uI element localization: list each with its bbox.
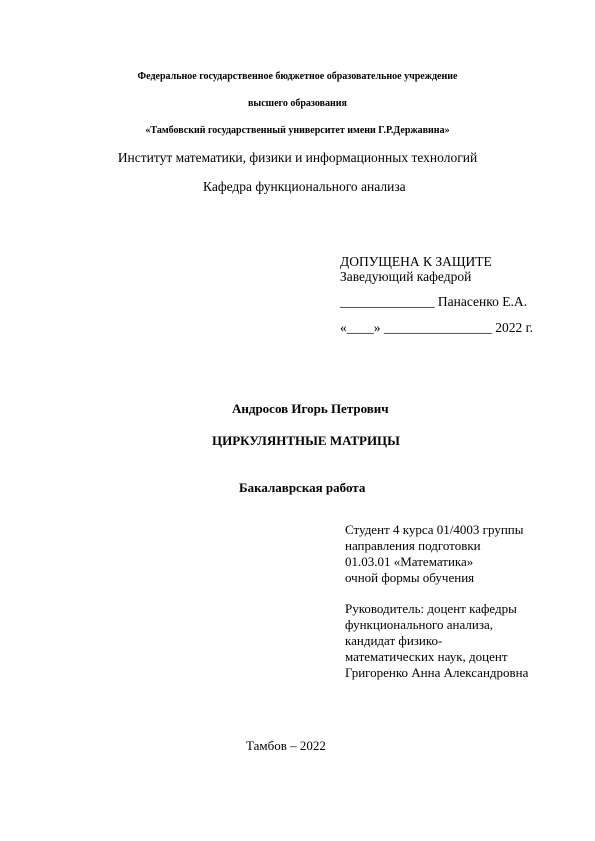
education-level-line: высшего образования	[248, 98, 347, 109]
supervisor-info-block	[345, 601, 528, 681]
student-info-line: 01.03.01 «Математика»	[345, 554, 474, 569]
university-name-line: «Тамбовский государственный университет имени Г.Р.Державина»	[145, 125, 450, 136]
supervisor-info-line: Григоренко Анна Александровна	[345, 665, 529, 680]
supervisor-info-line: Руководитель: доцент кафедры	[345, 601, 517, 616]
student-info-line: направления подготовки	[345, 538, 481, 553]
supervisor-info-line: математических наук, доцент	[345, 649, 508, 664]
approval-role: Заведующий кафедрой	[340, 269, 472, 284]
institute-line: Институт математики, физики и информационных технологий	[117, 150, 478, 165]
supervisor-info-line: функционального анализа,	[345, 617, 493, 632]
student-info-line: очной формы обучения	[345, 570, 475, 585]
department-line: Кафедра функционального анализа	[203, 179, 406, 194]
supervisor-info-line: кандидат физико-	[345, 633, 443, 648]
approval-signature-line: ______________ Панасенко Е.А.	[340, 294, 527, 309]
work-type: Бакалаврская работа	[239, 480, 366, 495]
student-info-block	[345, 522, 523, 586]
approval-date-line: «____» ________________ 2022 г.	[340, 320, 534, 335]
author-name: Андросов Игорь Петрович	[232, 401, 389, 416]
org-type-line: Федеральное государственное бюджетное образовательное учреждение	[137, 71, 458, 82]
student-info-line: Студент 4 курса 01/4003 группы	[345, 522, 524, 537]
city-year-footer: Тамбов – 2022	[246, 738, 326, 753]
approval-title: ДОПУЩЕНА К ЗАЩИТЕ	[340, 254, 492, 269]
thesis-title: ЦИРКУЛЯНТНЫЕ МАТРИЦЫ	[212, 433, 400, 448]
